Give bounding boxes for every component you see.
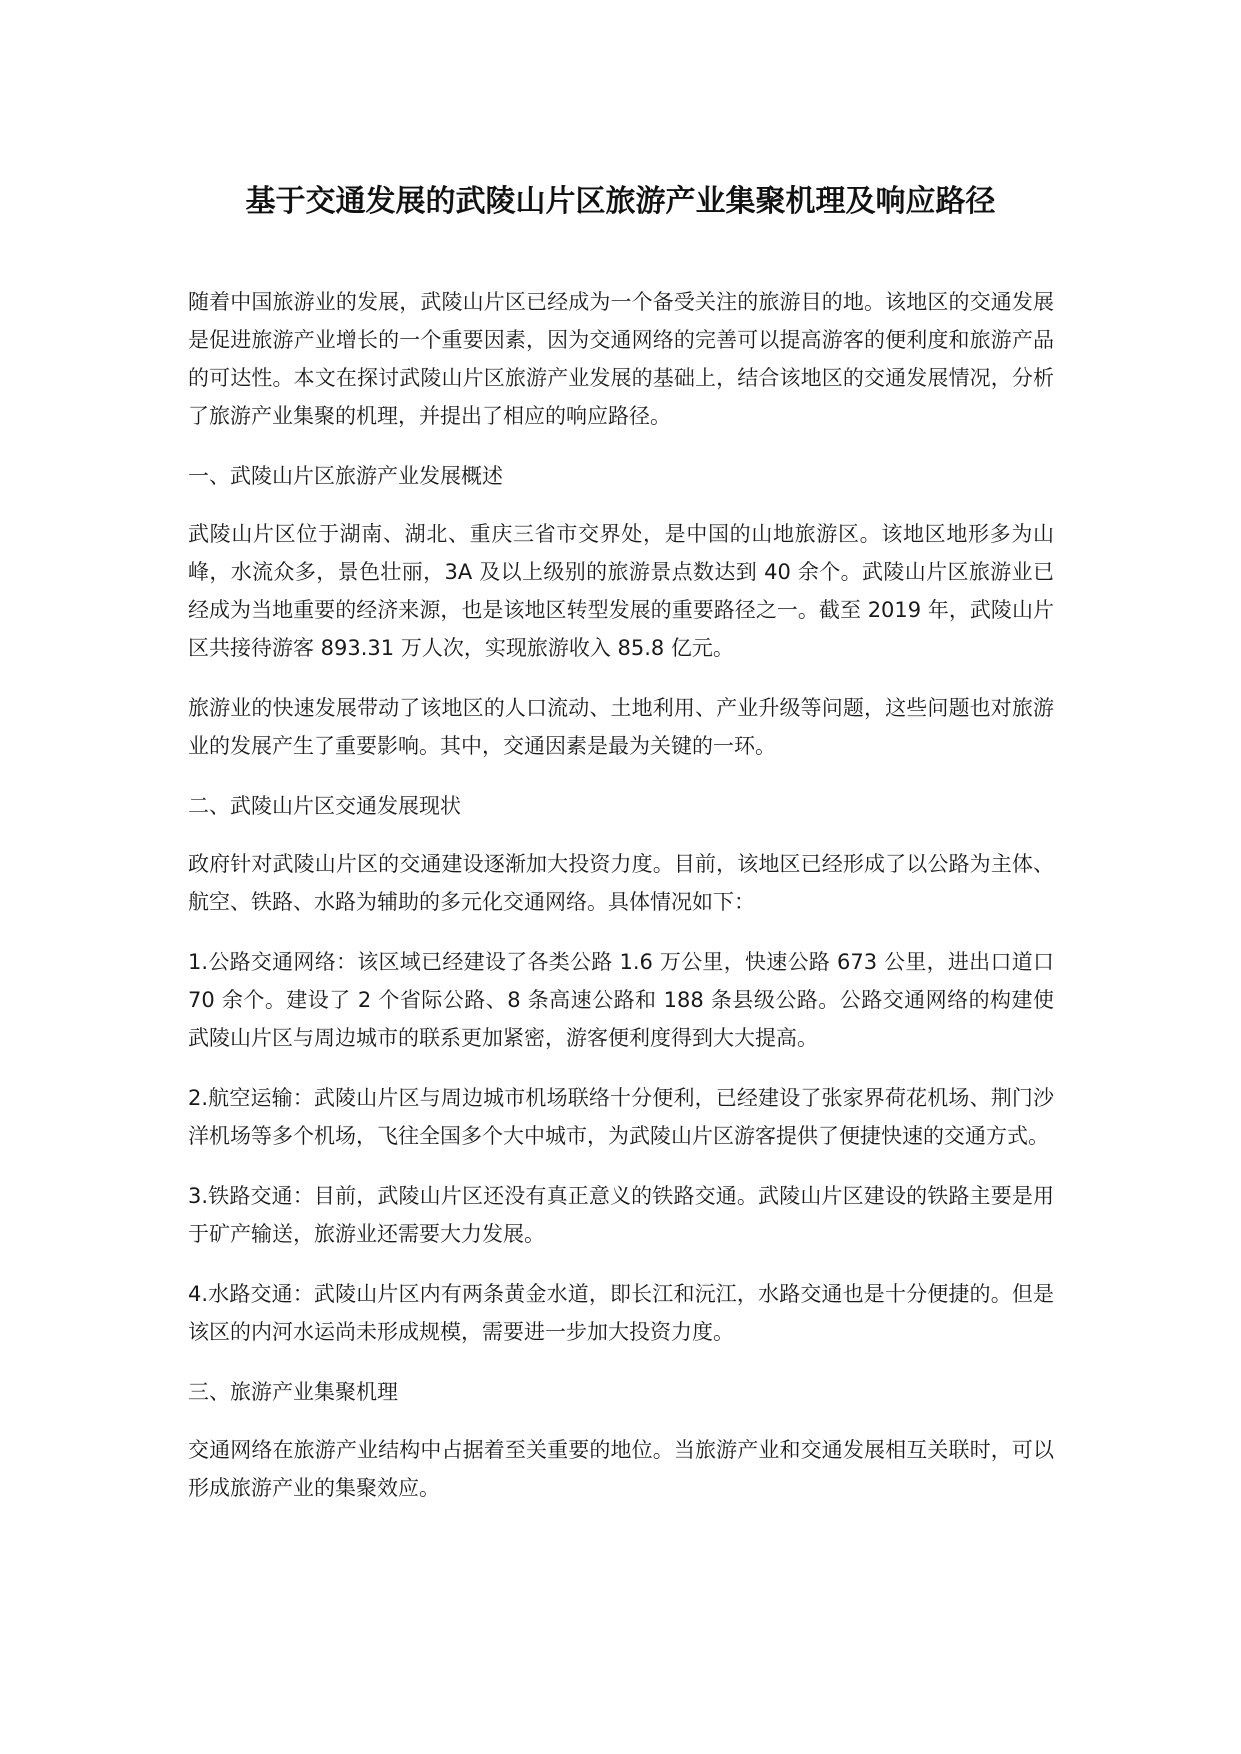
impact-paragraph: 旅游业的快速发展带动了该地区的人口流动、土地利用、产业升级等问题，这些问题也对旅游业的发展产生了重要影响。其中，交通因素是最为关键的一环。 (188, 696, 1054, 758)
rail-transport-paragraph: 3.铁路交通：目前，武陵山片区还没有真正意义的铁路交通。武陵山片区建设的铁路主要是用于矿产输送，旅游业还需要大力发展。 (188, 1184, 1054, 1246)
overview-paragraph: 武陵山片区位于湖南、湖北、重庆三省市交界处，是中国的山地旅游区。该地区地形多为山峰，水流众多，景色壮丽，3A 及以上级别的旅游景点数达到 40 余个。武陵山片区旅游业已经成为当地重要的经济来源，也是该地区转型发展的重要路径之一。截至 2019 年，武陵山片区共接待游客 893.31 万人次，实现旅游收入 85.8 亿元。 (188, 522, 1054, 660)
air-transport-paragraph: 2.航空运输：武陵山片区与周边城市机场联络十分便利，已经建设了张家界荷花机场、荆门沙洋机场等多个机场，飞往全国多个大中城市，为武陵山片区游客提供了便捷快速的交通方式。 (188, 1086, 1054, 1148)
intro-paragraph: 随着中国旅游业的发展，武陵山片区已经成为一个备受关注的旅游目的地。该地区的交通发展是促进旅游产业增长的一个重要因素，因为交通网络的完善可以提高游客的便利度和旅游产品的可达性。本文在探讨武陵山片区旅游产业发展的基础上，结合该地区的交通发展情况，分析了旅游产业集聚的机理，并提出了相应的响应路径。 (188, 290, 1054, 428)
water-transport-paragraph: 4.水路交通：武陵山片区内有两条黄金水道，即长江和沅江，水路交通也是十分便捷的。但是该区的内河水运尚未形成规模，需要进一步加大投资力度。 (188, 1282, 1054, 1344)
document-body (188, 283, 1054, 1529)
transport-intro-paragraph: 政府针对武陵山片区的交通建设逐渐加大投资力度。目前，该地区已经形成了以公路为主体、航空、铁路、水路为辅助的多元化交通网络。具体情况如下： (188, 852, 1054, 914)
section-heading-1: 一、武陵山片区旅游产业发展概述 (188, 464, 503, 488)
section-heading-2: 二、武陵山片区交通发展现状 (188, 794, 461, 818)
section-heading-3: 三、旅游产业集聚机理 (188, 1380, 398, 1404)
mechanism-paragraph: 交通网络在旅游产业结构中占据着至关重要的地位。当旅游产业和交通发展相互关联时，可以形成旅游产业的集聚效应。 (188, 1438, 1054, 1500)
document-title: 基于交通发展的武陵山片区旅游产业集聚机理及响应路径 (245, 184, 996, 219)
road-network-paragraph: 1.公路交通网络：该区域已经建设了各类公路 1.6 万公里，快速公路 673 公里，进出口道口 70 余个。建设了 2 个省际公路、8 条高速公路和 188 条县级公路。公路交通网络的构建使武陵山片区与周边城市的联系更加紧密，游客便利度得到大大提高。 (188, 950, 1054, 1050)
